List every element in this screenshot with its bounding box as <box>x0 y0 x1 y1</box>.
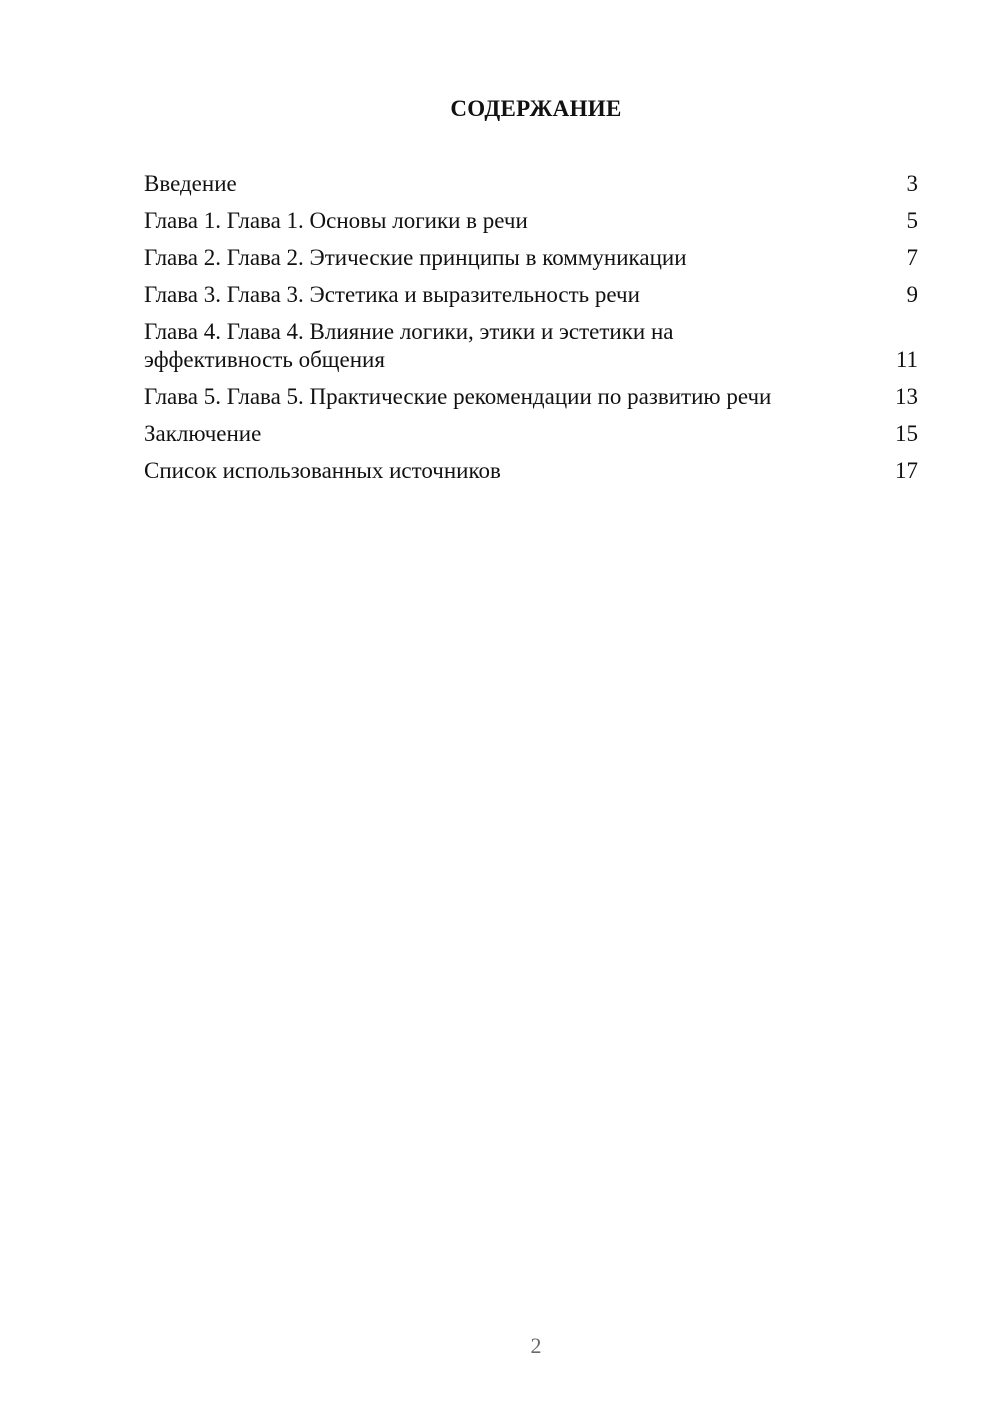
toc-entry-conclusion[interactable] <box>144 420 918 448</box>
toc-entry-page: 7 <box>906 245 918 270</box>
toc-entry-label: Глава 2. Глава 2. Этические принципы в коммуникации <box>144 245 687 270</box>
toc-entry-page: 9 <box>906 282 918 307</box>
toc-entry-chapter-5[interactable] <box>144 383 918 411</box>
toc-entry-label: Список использованных источников <box>144 458 501 483</box>
table-of-contents <box>144 170 918 494</box>
toc-entry-chapter-3[interactable] <box>144 281 918 309</box>
toc-entry-label: Глава 3. Глава 3. Эстетика и выразительность речи <box>144 282 640 307</box>
toc-entry-page: 11 <box>895 347 918 372</box>
toc-entry-page: 13 <box>895 384 918 409</box>
toc-entry-label: Заключение <box>144 421 262 446</box>
toc-entry-page: 15 <box>895 421 918 446</box>
toc-entry-chapter-1[interactable] <box>144 207 918 235</box>
toc-entry-page: 3 <box>906 171 918 196</box>
toc-entry-label: Глава 1. Глава 1. Основы логики в речи <box>144 208 528 233</box>
toc-entry-label: Введение <box>144 171 237 196</box>
toc-entry-label: Глава 5. Глава 5. Практические рекомендации по развитию речи <box>144 384 772 409</box>
toc-entry-page: 5 <box>906 208 918 233</box>
toc-entry-introduction[interactable] <box>144 170 918 198</box>
toc-entry-page: 17 <box>895 458 918 483</box>
page-number: 2 <box>530 1333 542 1358</box>
toc-entry-references[interactable] <box>144 457 918 485</box>
toc-heading: СОДЕРЖАНИЕ <box>450 96 622 121</box>
toc-entry-chapter-2[interactable] <box>144 244 918 272</box>
toc-entry-chapter-4[interactable] <box>144 318 918 374</box>
toc-entry-label: Глава 4. Глава 4. Влияние логики, этики и эстетики на эффективность общения <box>144 319 674 372</box>
